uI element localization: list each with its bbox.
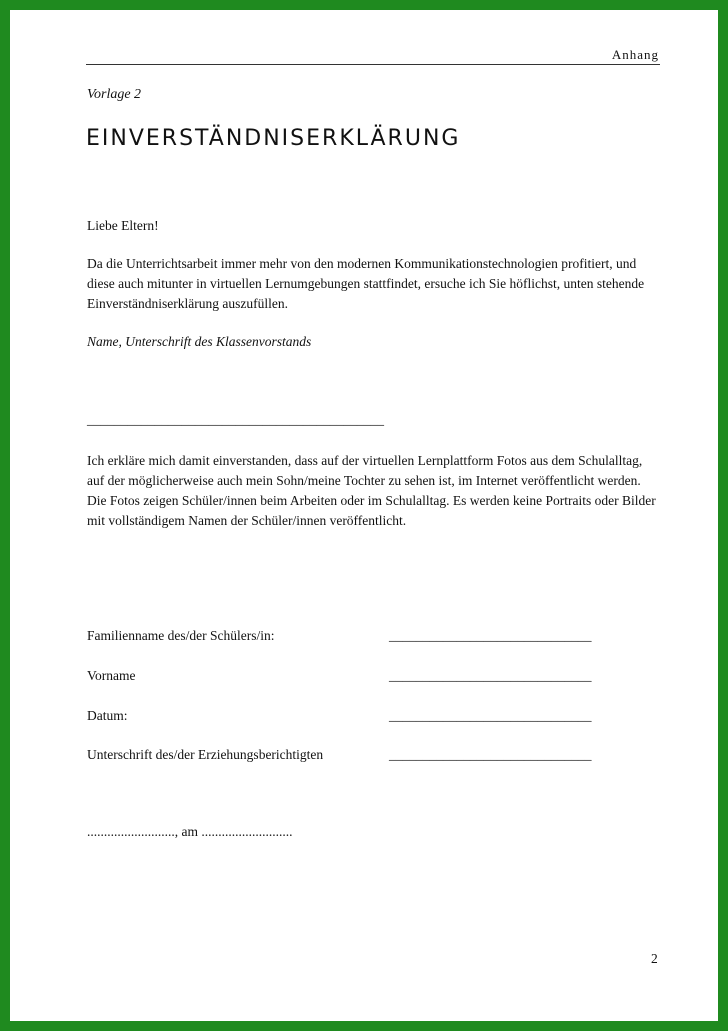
page-number: 2 [651,951,658,966]
form-row-date [87,706,662,726]
form-row-guardian-signature [87,745,662,765]
consent-paragraph: Ich erkläre mich damit einverstanden, dass auf der virtuellen Lernplattform Fotos aus dem Schulalltag, auf der möglicherweise auch mein Sohn/meine Tochter zu sehen ist, im Internet veröffentlicht werden. Die Fotos zeigen Schüler/innen beim Arbeiten oder im Schulalltag. Es werden keine Portraits oder Bilder mit vollständigem Namen der Schüler/innen veröffentlicht. [87,453,656,528]
header-divider [86,64,660,65]
teacher-signature-label: Name, Unterschrift des Klassenvorstands [87,334,312,349]
intro-paragraph: Da die Unterrichtsarbeit immer mehr von den modernen Kommunikationstechnologien profitiert, und diese auch mitunter in virtuellen Lernumgebungen stattfindet, ersuche ich Sie höflichst, unten stehende Einverständniserklärung auszufüllen. [87,256,645,311]
field-line-firstname: ______________________________ [389,668,592,683]
form-row-surname [87,626,662,646]
field-line-surname: ______________________________ [389,628,592,643]
teacher-signature-line: ____________________________________________ [87,412,384,427]
document-title: EINVERSTÄNDNISERKLÄRUNG [86,126,461,151]
header-section-label: Anhang [611,47,659,62]
field-line-date: ______________________________ [389,708,592,723]
document-page [10,10,718,1021]
field-label-guardian-signature: Unterschrift des/der Erziehungsberichtigten [87,747,324,762]
field-line-guardian-signature: ______________________________ [389,747,592,762]
template-label: Vorlage 2 [87,87,142,102]
salutation: Liebe Eltern! [87,218,159,233]
place-date-line: .........................., am ........................... [87,824,293,839]
field-label-firstname: Vorname [87,668,136,683]
form-row-firstname [87,666,662,686]
field-label-date: Datum: [87,708,128,723]
field-label-surname: Familienname des/der Schülers/in: [87,628,275,643]
